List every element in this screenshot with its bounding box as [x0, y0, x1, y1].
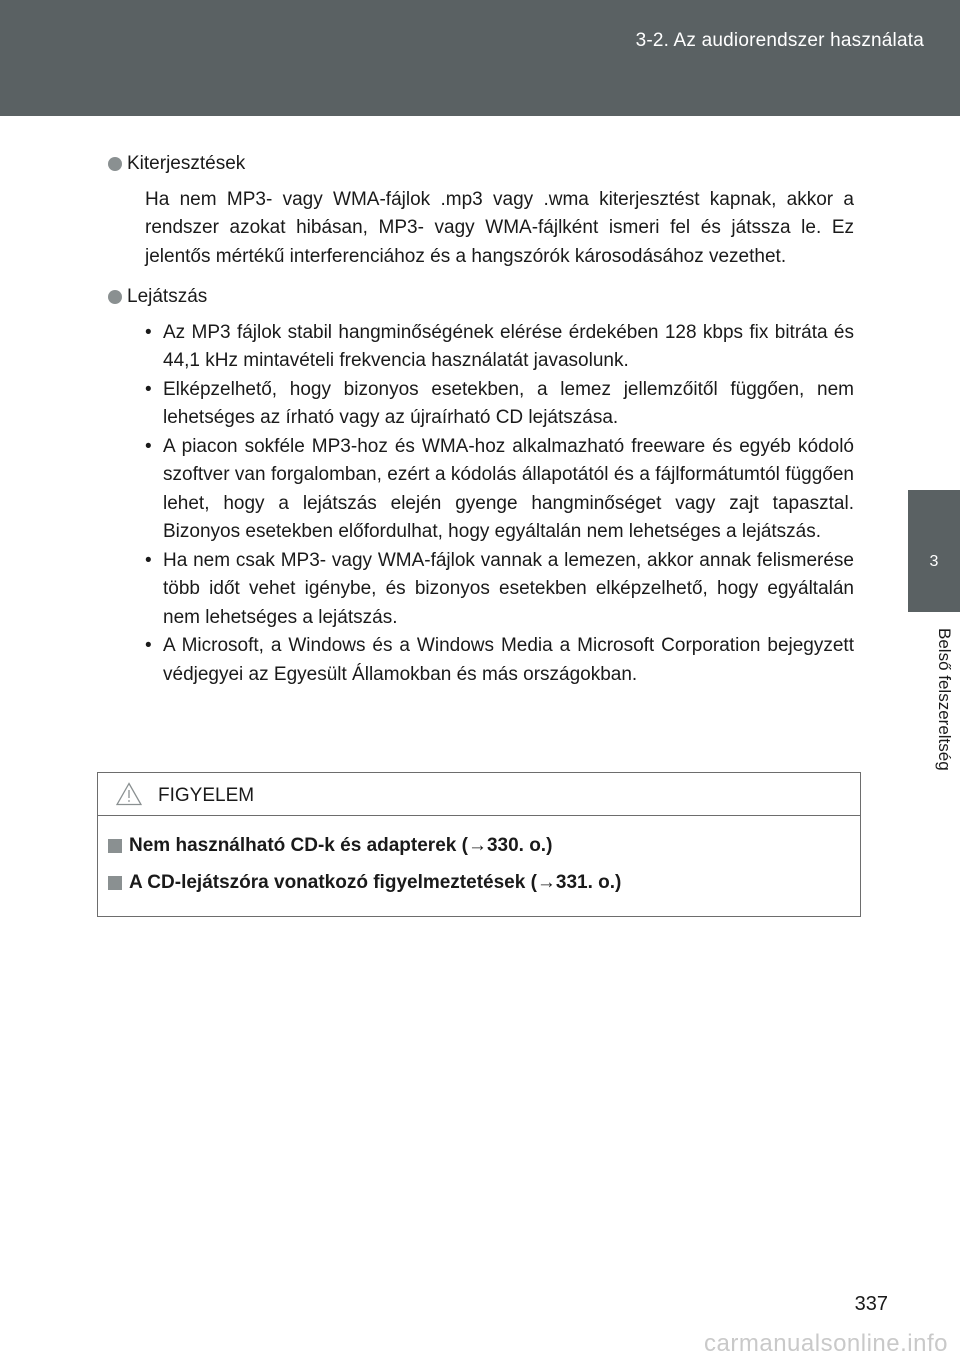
list-item: • Az MP3 fájlok stabil hangminőségének elérése érdekében 128 kbps fix bitráta és 44,1 kHz mintavételi frekvencia használatát javasolunk.: [145, 319, 854, 376]
page-header: [0, 0, 960, 116]
list-item: • A piacon sokféle MP3-hoz és WMA-hoz alkalmazható freeware és egyéb kódoló szoftver van forgalomban, ezért a kódolás állapotától és a fájlformátumtól függően lehet, hogy a lejátszás elején gyenge hangminőséget vagy zajt tapasztal. Bizonyos esetekben előfordulhat, hogy egyáltalán nem lehetséges a lejátszás.: [145, 433, 854, 547]
warning-title: FIGYELEM: [158, 785, 255, 806]
side-tab: [908, 490, 960, 612]
bullet-dot-icon: [108, 157, 122, 171]
section-heading-text: Lejátszás: [127, 286, 208, 307]
section-heading-text: Kiterjesztések: [127, 153, 246, 174]
bullet-dot-icon: [108, 290, 122, 304]
warning-box: [97, 772, 861, 917]
square-bullet-icon: [108, 839, 122, 853]
watermark: carmanualsonline.info: [704, 1330, 948, 1357]
warning-item: [108, 835, 552, 857]
section-heading: [108, 150, 854, 179]
list-item: • Ha nem csak MP3- vagy WMA-fájlok vannak a lemezen, akkor annak felismerése több időt vehet igénybe, és bizonyos esetekben elképzelhető, hogy egyáltalán nem lehetséges a lejátszás.: [145, 547, 854, 633]
side-tab-label: Belső felszereltség: [935, 628, 954, 771]
warning-header: [98, 773, 860, 816]
list-item: • A Microsoft, a Windows és a Windows Media a Microsoft Corporation bejegyzett védjegyei az Egyesült Államokban és más országokban.: [145, 632, 854, 689]
section-paragraph: Ha nem MP3- vagy WMA-fájlok .mp3 vagy .wma kiterjesztést kapnak, akkor a rendszer azokat hibásan, MP3- vagy WMA-fájlként ismeri fel és játssza le. Ez jelentős mértékű interferenciához és a hangszórók károsodásához vezethet.: [145, 188, 854, 267]
warning-item-text: A CD-lejátszóra vonatkozó figyelmeztetések (→331. o.): [129, 872, 622, 893]
chapter-title: 3-2. Az audiorendszer használata: [635, 30, 924, 51]
warning-item-text: Nem használható CD-k és adapterek (→330. o.): [129, 835, 553, 856]
list-item: • Elképzelhető, hogy bizonyos esetekben, a lemez jellemzőitől függően, nem lehetséges az írható vagy az újraírható CD lejátszása.: [145, 376, 854, 433]
square-bullet-icon: [108, 876, 122, 890]
warning-triangle-icon: [116, 782, 142, 806]
side-tab-number: 3: [929, 553, 939, 570]
main-content: [108, 150, 854, 689]
bullet-list: [145, 319, 854, 690]
section-heading: [108, 283, 854, 312]
page-number: 337: [854, 1293, 888, 1315]
warning-item: [108, 872, 621, 894]
